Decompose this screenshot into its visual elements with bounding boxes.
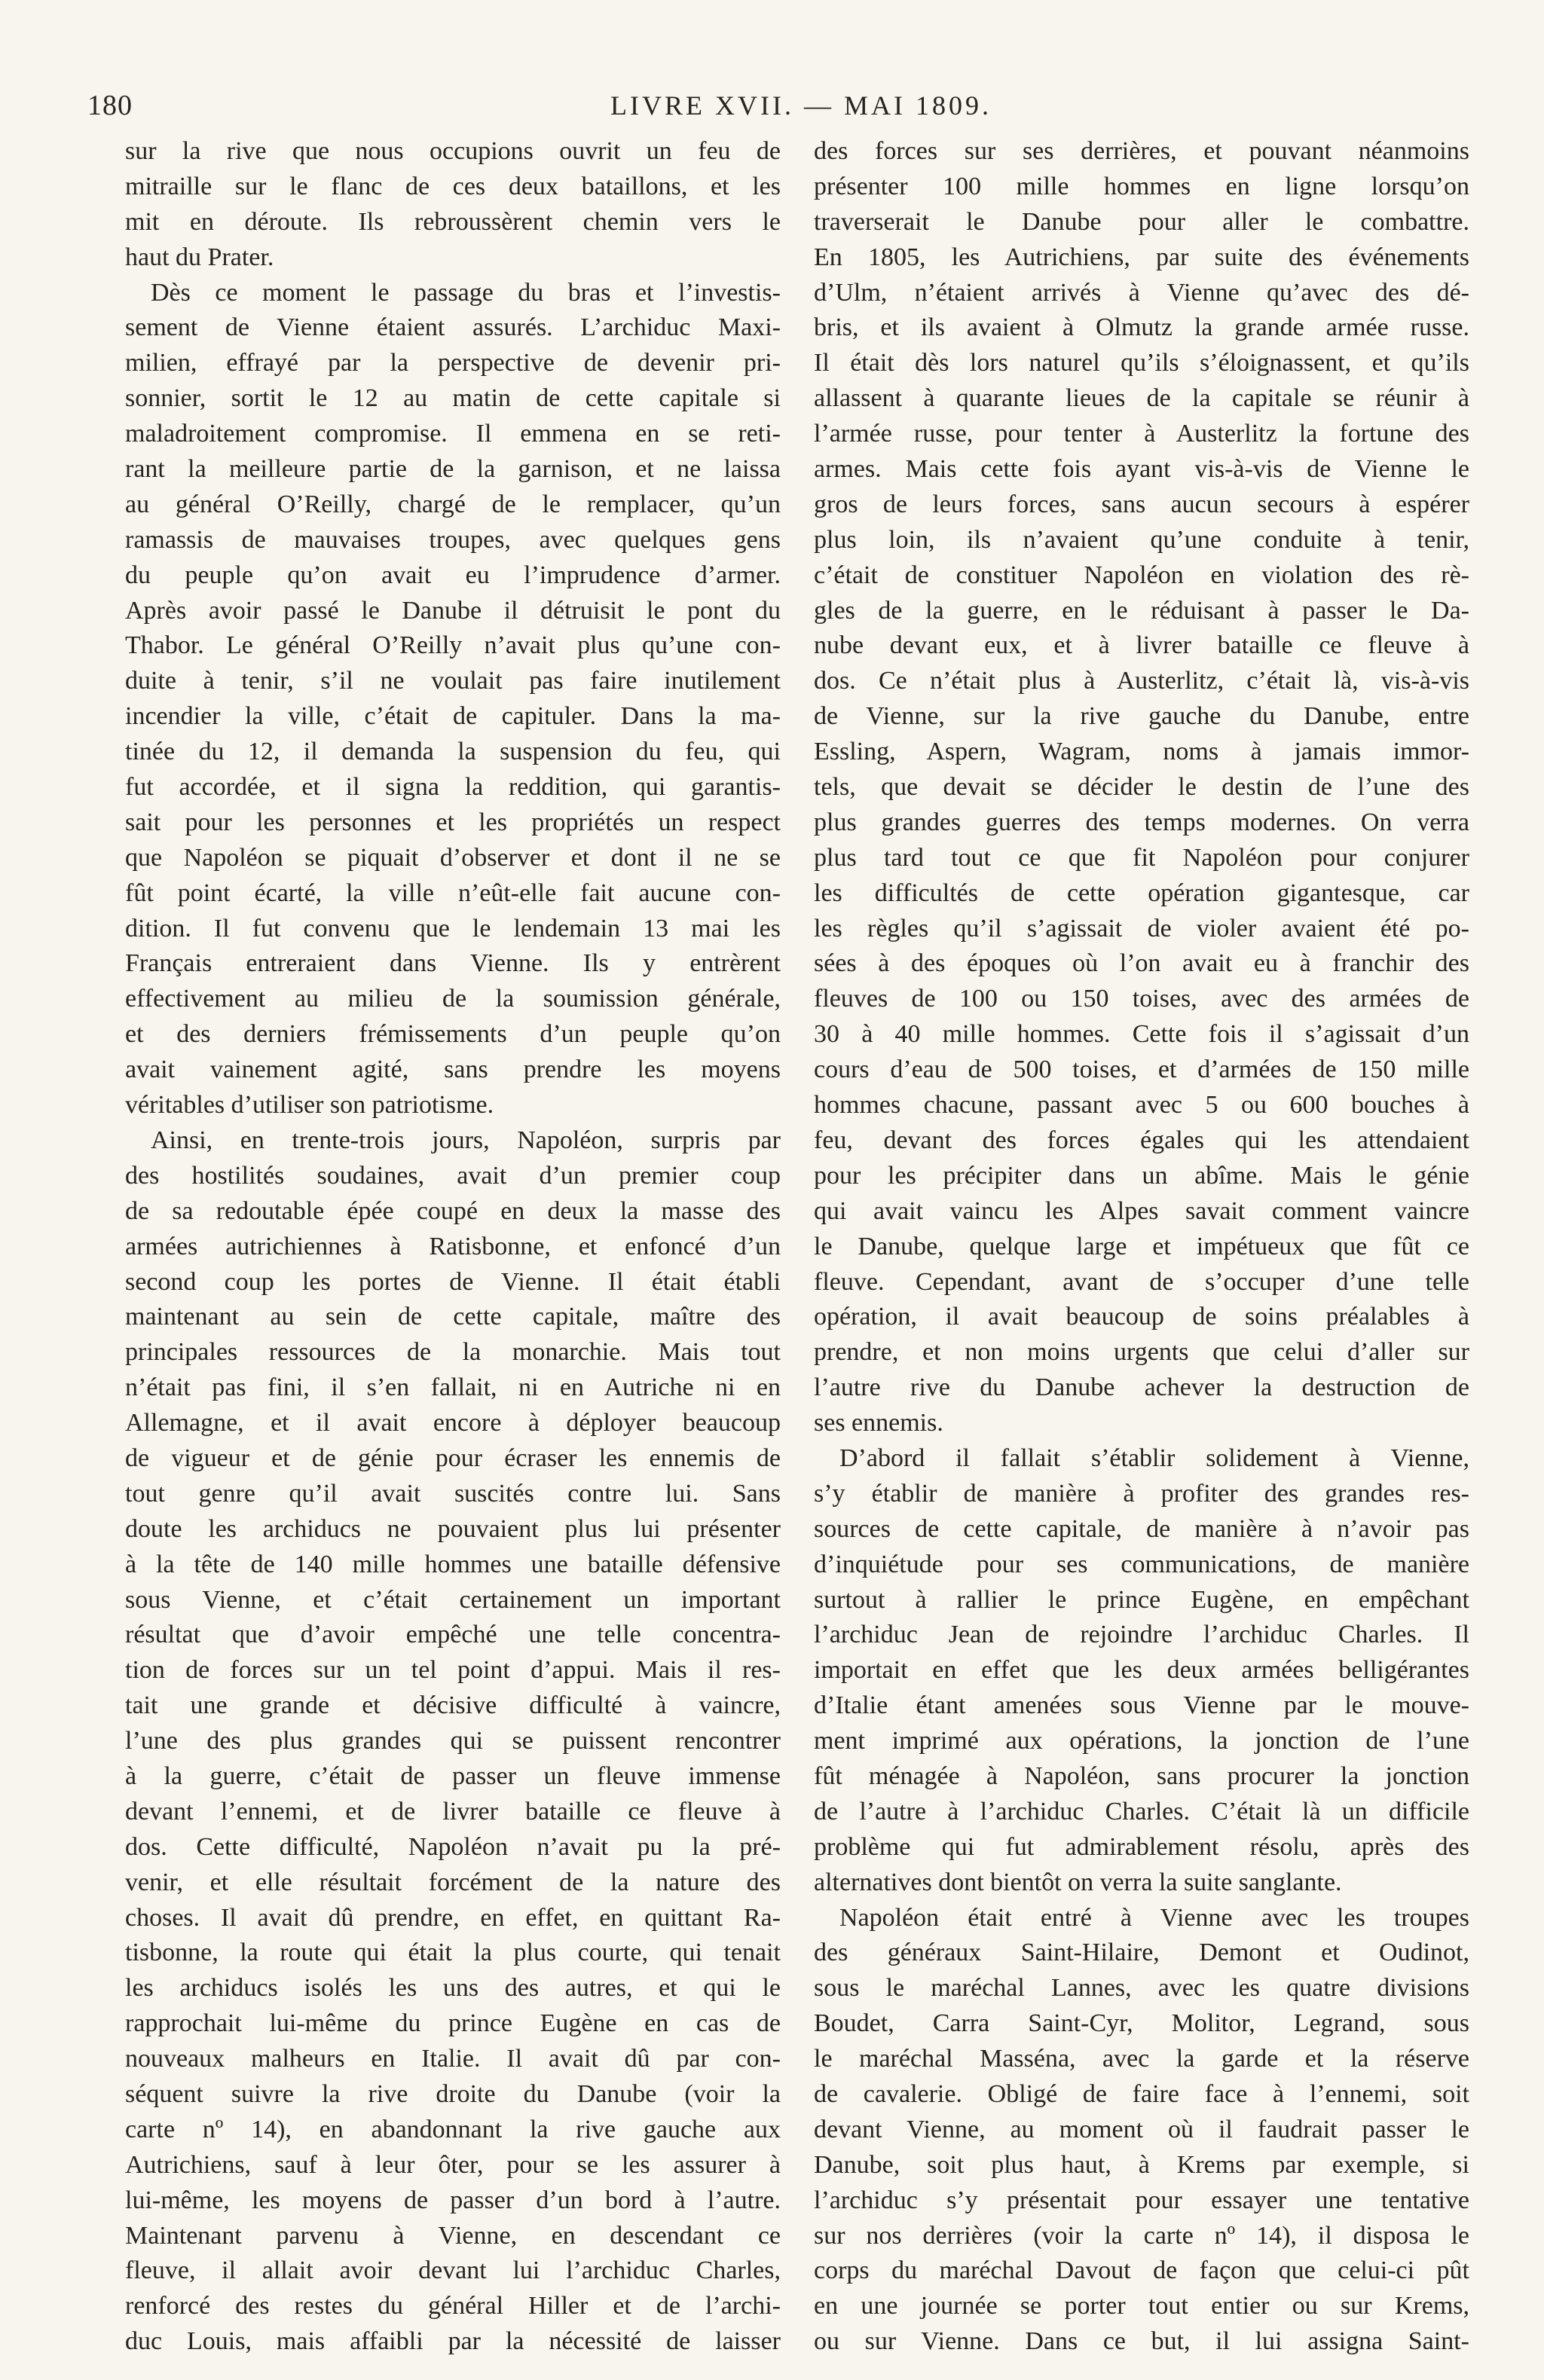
text-line: tion de forces sur un tel point d’appui. Mais il res- [125,1656,781,1685]
text-line: duite à tenir, s’il ne voulait pas faire inutilement [125,667,781,695]
text-line: tinée du 12, il demanda la suspension du feu, qui [125,738,781,766]
text-line: d’Ulm, n’étaient arrivés à Vienne qu’avec des dé- [814,278,1469,307]
text-line: rant la meilleure partie de la garnison, et ne laissa [125,455,781,484]
text-line: duc Louis, mais affaibli par la nécessité de laisser [125,2327,781,2356]
text-line: sonnier, sortit le 12 au matin de cette capitale si [125,384,781,413]
text-line: sées à des époques où l’on avait eu à franchir des [814,949,1469,978]
text-line: en une journée se porter tout entier ou sur Krems, [814,2292,1469,2320]
running-head: LIVRE XVII. — MAI 1809. [610,90,992,121]
right-column [814,134,1469,2360]
text-line: alternatives dont bientôt on verra la suite sanglante. [814,1868,1342,1896]
text-line: qui avait vaincu les Alpes savait comment vaincre [814,1196,1469,1225]
text-line: ment imprimé aux opérations, la jonction de l’une [814,1727,1469,1755]
text-line: Ainsi, en trente-trois jours, Napoléon, surpris par [151,1126,781,1154]
text-line: résultat que d’avoir empêché une telle concentra- [125,1621,781,1649]
text-line: Maintenant parvenu à Vienne, en descendant ce [125,2221,781,2250]
text-line: nouveaux malheurs en Italie. Il avait dû par con- [125,2045,781,2073]
text-line: 30 à 40 mille hommes. Cette fois il s’agissait d’un [814,1020,1469,1049]
text-line: renforcé des restes du général Hiller et de l’archi- [125,2292,781,2320]
text-line: l’archiduc s’y présentait pour essayer une tentative [814,2186,1469,2214]
text-line: ou sur Vienne. Dans ce but, il lui assigna Saint- [814,2327,1469,2356]
text-line: de Vienne, sur la rive gauche du Danube, entre [814,702,1469,731]
text-line: opération, il avait beaucoup de soins préalables à [814,1303,1469,1331]
paragraph [125,276,781,1123]
text-line: haut du Prater. [125,243,274,271]
text-line: corps du maréchal Davout de façon que celui-ci pût [814,2256,1469,2285]
text-line: sait pour les personnes et les propriétés un respect [125,808,781,836]
text-line: au général O’Reilly, chargé de le remplacer, qu’un [125,490,781,518]
text-line: Il était dès lors naturel qu’ils s’éloignassent, et qu’ils [814,349,1469,377]
text-line: principales ressources de la monarchie. Mais tout [125,1338,781,1367]
paragraph [814,1441,1469,1901]
text-line: bris, et ils avaient à Olmutz la grande armée russe. [814,313,1469,342]
text-line: choses. Il avait dû prendre, en effet, en quittant Ra- [125,1903,781,1932]
text-line: traverserait le Danube pour aller le combattre. [814,207,1469,236]
text-line: plus tard tout ce que fit Napoléon pour conjurer [814,843,1469,872]
text-line: Danube, soit plus haut, à Krems par exemple, si [814,2150,1469,2179]
text-line: dos. Ce n’était plus à Austerlitz, c’était là, vis-à-vis [814,667,1469,695]
text-line: fut accordée, et il signa la reddition, qui garantis- [125,773,781,802]
text-line: sement de Vienne étaient assurés. L’archiduc Maxi- [125,313,781,342]
text-line: tout genre qu’il avait suscités contre lui. Sans [125,1479,781,1508]
text-line: dition. Il fut convenu que le lendemain 13 mai les [125,914,781,943]
text-line: fût ménagée à Napoléon, sans procurer la jonction [814,1761,1469,1790]
text-line: Français entreraient dans Vienne. Ils y entrèrent [125,949,781,978]
text-line: rapprochait lui-même du prince Eugène en cas de [125,2009,781,2038]
text-line: n’était pas fini, il s’en fallait, ni en Autriche ni en [125,1373,781,1402]
text-line: l’une des plus grandes qui se puissent rencontrer [125,1727,781,1755]
paragraph [125,134,781,276]
text-line: milien, effrayé par la perspective de devenir pri- [125,349,781,377]
text-line: dos. Cette difficulté, Napoléon n’avait pu la pré- [125,1832,781,1861]
text-line: c’était de constituer Napoléon en violation des rè- [814,561,1469,589]
text-line: tisbonne, la route qui était la plus courte, qui tenait [125,1939,781,1967]
text-line: incendier la ville, c’était de capituler. Dans la ma- [125,702,781,731]
text-line: fleuves de 100 ou 150 toises, avec des armées de [814,985,1469,1013]
text-line: véritables d’utiliser son patriotisme. [125,1091,494,1120]
text-line: ramassis de mauvaises troupes, avec quelques gens [125,525,781,554]
text-line: carte nº 14), en abandonnant la rive gauche aux [125,2115,781,2143]
text-line: lui-même, les moyens de passer d’un bord à l’autre. [125,2186,781,2214]
text-line: sous le maréchal Lannes, avec les quatre divisions [814,1974,1469,2003]
text-line: l’armée russe, pour tenter à Austerlitz la fortune des [814,420,1469,448]
text-line: ses ennemis. [814,1409,943,1437]
text-line: fleuve, il allait avoir devant lui l’archiduc Charles, [125,2256,781,2285]
text-line: Napoléon était entré à Vienne avec les troupes [839,1903,1469,1932]
text-line: effectivement au milieu de la soumission générale, [125,985,781,1013]
text-line: les archiducs isolés les uns des autres, et qui le [125,1974,781,2003]
text-line: maladroitement compromise. Il emmena en se reti- [125,420,781,448]
text-line: d’Italie étant amenées sous Vienne par le mouve- [814,1691,1469,1720]
text-line: des forces sur ses derrières, et pouvant néanmoins [814,137,1469,165]
text-line: nube devant eux, et à livrer bataille ce fleuve à [814,631,1469,660]
text-line: que Napoléon se piquait d’observer et dont il ne se [125,843,781,872]
text-line: allassent à quarante lieues de la capitale se réunir à [814,384,1469,413]
text-line: du peuple qu’on avait eu l’imprudence d’armer. [125,561,781,589]
paragraph [814,1901,1469,2360]
text-line: l’archiduc Jean de rejoindre l’archiduc Charles. Il [814,1621,1469,1649]
text-line: séquent suivre la rive droite du Danube (voir la [125,2079,781,2108]
text-line: En 1805, les Autrichiens, par suite des événements [814,243,1469,271]
text-line: problème qui fut admirablement résolu, après des [814,1832,1469,1861]
text-line: Autrichiens, sauf à leur ôter, pour se les assurer à [125,2150,781,2179]
paragraph [125,1123,781,2360]
text-line: doute les archiducs ne pouvaient plus lui présenter [125,1514,781,1543]
text-line: fleuve. Cependant, avant de s’occuper d’une telle [814,1267,1469,1296]
text-line: les règles qu’il s’agissait de violer avaient été po- [814,914,1469,943]
text-line: de cavalerie. Obligé de faire face à l’ennemi, soit [814,2079,1469,2108]
text-line: Thabor. Le général O’Reilly n’avait plus qu’une con- [125,631,781,660]
text-line: plus grandes guerres des temps modernes. On verra [814,808,1469,836]
text-line: armes. Mais cette fois ayant vis-à-vis de Vienne le [814,455,1469,484]
text-line: sur la rive que nous occupions ouvrit un feu de [125,137,781,165]
text-line: à la guerre, c’était de passer un fleuve immense [125,1761,781,1790]
page-number: 180 [87,90,133,121]
text-line: fût point écarté, la ville n’eût-elle fait aucune con- [125,878,781,907]
text-line: plus loin, ils n’avaient qu’une conduite à tenir, [814,525,1469,554]
text-line: d’inquiétude pour ses communications, de manière [814,1550,1469,1578]
text-line: Allemagne, et il avait encore à déployer beaucoup [125,1409,781,1437]
text-line: Après avoir passé le Danube il détruisit le pont du [125,596,781,625]
text-line: gros de leurs forces, sans aucun secours à espérer [814,490,1469,518]
text-line: Essling, Aspern, Wagram, noms à jamais immor- [814,738,1469,766]
text-line: tels, que devait se décider le destin de l’une des [814,773,1469,802]
text-line: mit en déroute. Ils rebroussèrent chemin vers le [125,207,781,236]
text-line: feu, devant des forces égales qui les attendaient [814,1126,1469,1154]
text-line: D’abord il fallait s’établir solidement à Vienne, [839,1444,1469,1472]
text-line: importait en effet que les deux armées belligérantes [814,1656,1469,1685]
text-line: à la tête de 140 mille hommes une bataille défensive [125,1550,781,1578]
text-line: le Danube, quelque large et impétueux que fût ce [814,1232,1469,1260]
text-line: devant l’ennemi, et de livrer bataille ce fleuve à [125,1797,781,1825]
text-line: hommes chacune, passant avec 5 ou 600 bouches à [814,1091,1469,1120]
text-line: mitraille sur le flanc de ces deux bataillons, et les [125,172,781,200]
text-line: devant Vienne, au moment où il faudrait passer le [814,2115,1469,2143]
text-line: prendre, et non moins urgents que celui d’aller sur [814,1338,1469,1367]
text-line: présenter 100 mille hommes en ligne lorsqu’on [814,172,1469,200]
text-line: Boudet, Carra Saint-Cyr, Molitor, Legrand, sous [814,2009,1469,2038]
text-line: second coup les portes de Vienne. Il était établi [125,1267,781,1296]
text-line: sous Vienne, et c’était certainement un important [125,1585,781,1614]
text-line: surtout à rallier le prince Eugène, en empêchant [814,1585,1469,1614]
text-line: pour les précipiter dans un abîme. Mais le génie [814,1161,1469,1190]
text-line: des hostilités soudaines, avait d’un premier coup [125,1161,781,1190]
text-line: gles de la guerre, en le réduisant à passer le Da- [814,596,1469,625]
text-line: sources de cette capitale, de manière à n’avoir pas [814,1514,1469,1543]
text-line: de vigueur et de génie pour écraser les ennemis de [125,1444,781,1472]
text-line: avait vainement agité, sans prendre les moyens [125,1056,781,1084]
text-line: des généraux Saint-Hilaire, Demont et Oudinot, [814,1939,1469,1967]
text-line: de sa redoutable épée coupé en deux la masse des [125,1196,781,1225]
text-line: venir, et elle résultait forcément de la nature des [125,1868,781,1896]
text-line: cours d’eau de 500 toises, et d’armées de 150 mille [814,1056,1469,1084]
text-line: l’autre rive du Danube achever la destruction de [814,1373,1469,1402]
left-column [125,134,781,2360]
paragraph [814,134,1469,1441]
text-line: le maréchal Masséna, avec la garde et la réserve [814,2045,1469,2073]
text-line: tait une grande et décisive difficulté à vaincre, [125,1691,781,1720]
text-line: armées autrichiennes à Ratisbonne, et enfoncé d’un [125,1232,781,1260]
text-line: sur nos derrières (voir la carte nº 14), il disposa le [814,2221,1469,2250]
text-line: et des derniers frémissements d’un peuple qu’on [125,1020,781,1049]
text-line: les difficultés de cette opération gigantesque, car [814,878,1469,907]
text-line: maintenant au sein de cette capitale, maître des [125,1303,781,1331]
text-line: de l’autre à l’archiduc Charles. C’était là un difficile [814,1797,1469,1825]
text-line: s’y établir de manière à profiter des grandes res- [814,1479,1469,1508]
text-line: Dès ce moment le passage du bras et l’investis- [151,278,781,307]
